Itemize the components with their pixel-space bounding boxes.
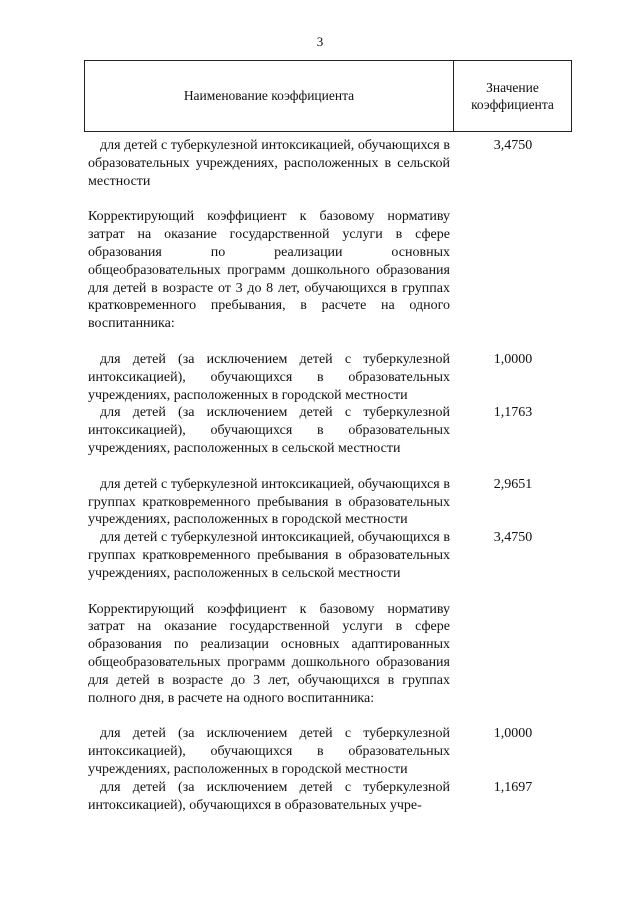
table-row xyxy=(88,137,568,190)
coefficient-section-title: Корректирующий коэффициент к базовому нормативу затрат на оказание государственной услуги в сфере образования по реализации основных адаптированных общеобразовательных программ дошкольного образования для детей в возрасте до 3 лет, обучающихся в группах полного дня, в расчете на одного воспитанника: xyxy=(88,601,450,706)
column-header-name: Наименование коэффициента xyxy=(183,88,355,103)
table-row xyxy=(88,725,568,778)
coefficient-value: 3,4750 xyxy=(493,138,533,153)
table-row xyxy=(88,404,568,457)
page-number: 3 xyxy=(316,34,324,49)
coefficient-value: 1,1697 xyxy=(493,779,533,795)
table-row xyxy=(88,529,568,582)
coefficient-name: для детей с туберкулезной интоксикацией, обучающихся в группах кратковременного пребывания в образовательных учреждениях, расположенных в сельской местности xyxy=(88,530,450,581)
coefficient-section-title: Корректирующий коэффициент к базовому нормативу затрат на оказание государственной услуги в сфере образования по реализации основных общеобразовательных программ дошкольного образования для детей в возрасте от 3 до 8 лет, обучающихся в группах кратковременного пребывания, в расчете на одного воспитанника: xyxy=(88,209,450,332)
table-row xyxy=(88,779,568,815)
coefficient-name: для детей с туберкулезной интоксикацией, обучающихся в образовательных учреждениях, расположенных в сельской местности xyxy=(88,138,450,189)
coefficient-value: 1,1763 xyxy=(493,405,533,421)
coefficient-value: 2,9651 xyxy=(493,476,533,492)
coefficient-value: 1,0000 xyxy=(493,351,533,367)
coefficient-name: для детей (за исключением детей с туберкулезной интоксикацией), обучающихся в образовательных учреждениях, расположенных в сельской местности xyxy=(88,405,450,456)
table-row xyxy=(88,476,568,529)
column-header-value: Значение коэффициента xyxy=(471,80,554,112)
table-row xyxy=(88,601,568,708)
table-row xyxy=(88,351,568,404)
coefficient-name: для детей (за исключением детей с туберкулезной интоксикацией), обучающихся в образовательных учре- xyxy=(88,779,450,813)
coefficient-value: 1,0000 xyxy=(493,726,533,742)
coefficient-name: для детей (за исключением детей с туберкулезной интоксикацией), обучающихся в образовательных учреждениях, расположенных в городской местности xyxy=(88,351,450,403)
coefficient-value xyxy=(450,208,568,333)
coefficient-value xyxy=(450,601,568,708)
coefficient-value: 3,4750 xyxy=(493,530,533,546)
table-header xyxy=(84,60,572,132)
coefficient-name: для детей (за исключением детей с туберкулезной интоксикацией), обучающихся в образовательных учреждениях, расположенных в городской местности xyxy=(88,726,450,777)
table-row xyxy=(88,208,568,333)
coefficient-table-body xyxy=(88,137,568,814)
coefficient-name: для детей с туберкулезной интоксикацией, обучающихся в группах кратковременного пребывания в образовательных учреждениях, расположенных в городской местности xyxy=(88,476,450,528)
